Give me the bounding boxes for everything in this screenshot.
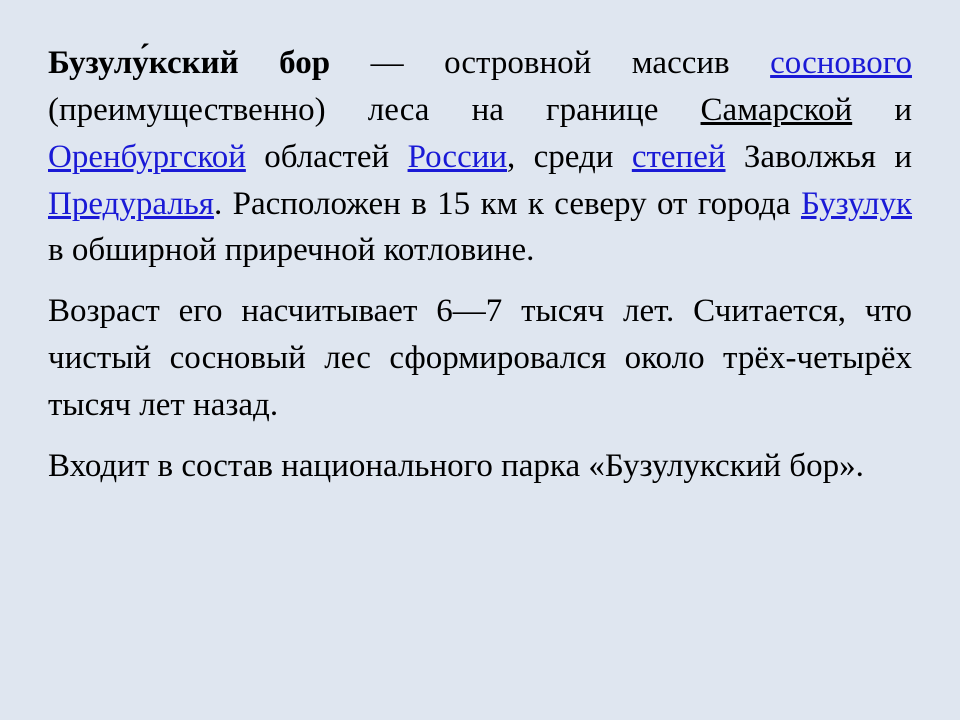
- text-run: в обширной приречной котловине.: [48, 232, 535, 269]
- text-run: областей: [245, 138, 408, 175]
- paragraph-definition: [48, 40, 912, 274]
- link-sosnovogo[interactable]: соснового: [770, 45, 912, 81]
- text-run: Возраст его насчитывает 6—7 тысяч лет. Считается, что чистый сосновый лес сформировался около трёх-четырёх тысяч лет назад.: [48, 293, 912, 424]
- text-run: . Расположен в 15 км к северу от города: [213, 185, 801, 222]
- link-orenburgskoy[interactable]: Оренбургской: [48, 138, 246, 175]
- text-run: Заволжья и: [725, 138, 912, 175]
- text-run: (преимущественно) леса на границе: [48, 91, 701, 128]
- paragraph-age: [48, 288, 912, 429]
- link-preduralya[interactable]: Предуралья: [48, 185, 214, 222]
- text-run: и: [852, 91, 912, 128]
- link-stepey[interactable]: степей: [631, 138, 726, 175]
- term-buzuluksky-bor: Бузулу́кский бор: [48, 45, 331, 81]
- link-rossii[interactable]: России: [407, 138, 508, 175]
- link-samarskoy[interactable]: Самарской: [700, 91, 853, 128]
- link-buzuluk[interactable]: Бузулук: [800, 185, 912, 222]
- text-run: , среди: [507, 138, 632, 175]
- paragraph-national-park: [48, 443, 912, 490]
- text-run: Входит в состав национального парка «Бузулукский бор».: [48, 447, 864, 484]
- text-run: — островной массив: [330, 45, 771, 81]
